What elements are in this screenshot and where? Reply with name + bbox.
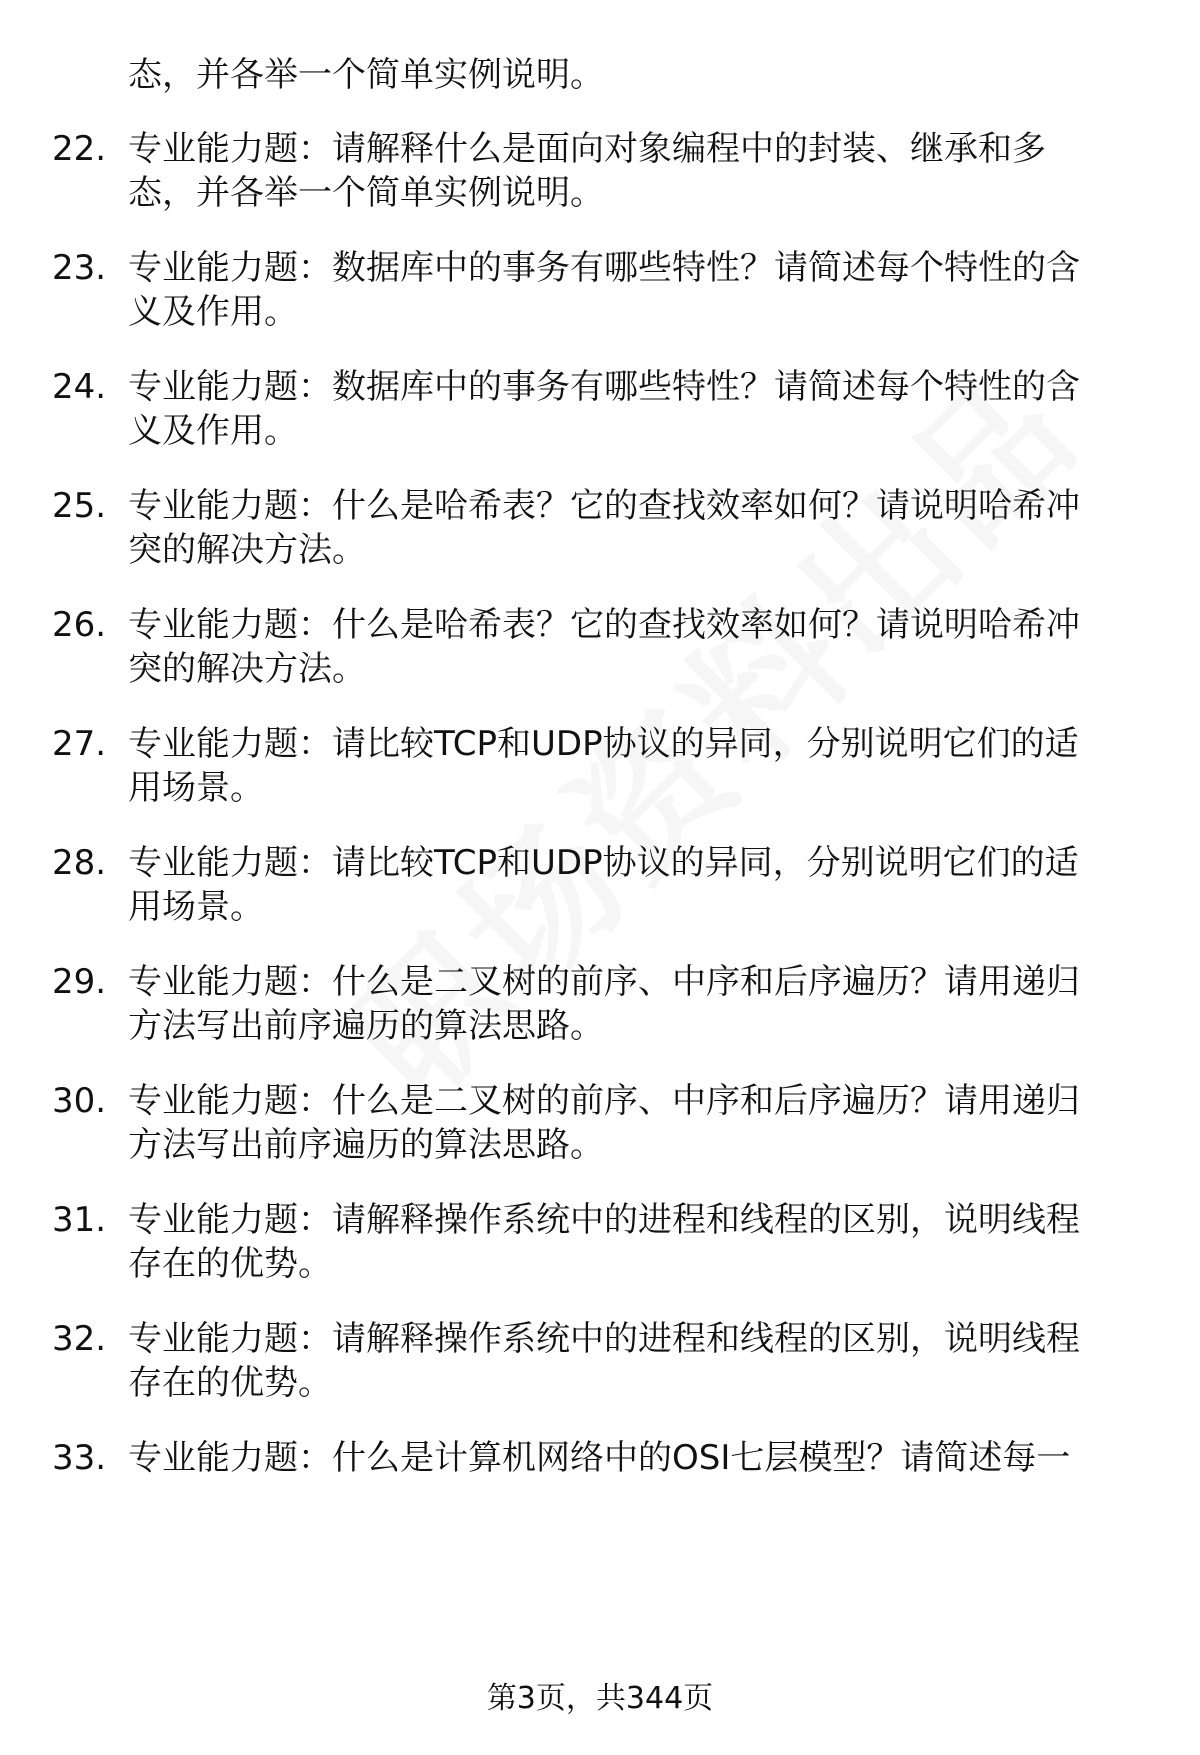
question-text-continued: 用场景。 <box>128 768 264 808</box>
question-number: 28. <box>52 843 107 883</box>
question-text: 专业能力题：数据库中的事务有哪些特性？请简述每个特性的含 <box>128 248 1080 288</box>
question-text: 专业能力题：什么是二叉树的前序、中序和后序遍历？请用递归 <box>128 962 1080 1002</box>
question-number: 23. <box>52 248 107 288</box>
question-text: 专业能力题：请解释操作系统中的进程和线程的区别，说明线程 <box>128 1200 1080 1240</box>
question-text-continued: 存在的优势。 <box>128 1244 332 1284</box>
question-number: 22. <box>52 129 107 169</box>
question-text: 专业能力题：请解释什么是面向对象编程中的封装、继承和多 <box>128 129 1046 169</box>
question-number: 32. <box>52 1319 107 1359</box>
question-text: 专业能力题：数据库中的事务有哪些特性？请简述每个特性的含 <box>128 367 1080 407</box>
question-text: 专业能力题：请解释操作系统中的进程和线程的区别，说明线程 <box>128 1319 1080 1359</box>
question-text: 专业能力题：什么是二叉树的前序、中序和后序遍历？请用递归 <box>128 1081 1080 1121</box>
question-number: 26. <box>52 605 107 645</box>
question-number: 33. <box>52 1438 107 1478</box>
page-footer: 第3页，共344页 <box>486 1681 714 1716</box>
question-text: 专业能力题：什么是计算机网络中的OSI七层模型？请简述每一 <box>128 1438 1071 1478</box>
question-number: 31. <box>52 1200 107 1240</box>
question-number: 29. <box>52 962 107 1002</box>
question-text: 专业能力题：什么是哈希表？它的查找效率如何？请说明哈希冲 <box>128 486 1080 526</box>
question-text-continued: 突的解决方法。 <box>128 649 366 689</box>
question-text-continued: 存在的优势。 <box>128 1363 332 1403</box>
question-number: 30. <box>52 1081 107 1121</box>
question-text-continued: 义及作用。 <box>128 292 298 332</box>
question-number: 27. <box>52 724 107 764</box>
question-number: 25. <box>52 486 107 526</box>
question-text: 专业能力题：请比较TCP和UDP协议的异同，分别说明它们的适 <box>128 843 1079 883</box>
question-text: 专业能力题：请比较TCP和UDP协议的异同，分别说明它们的适 <box>128 724 1079 764</box>
line-text: 态，并各举一个简单实例说明。 <box>128 55 604 95</box>
question-text-continued: 方法写出前序遍历的算法思路。 <box>128 1006 604 1046</box>
question-text-continued: 突的解决方法。 <box>128 530 366 570</box>
question-text-continued: 态，并各举一个简单实例说明。 <box>128 173 604 213</box>
question-number: 24. <box>52 367 107 407</box>
question-text-continued: 义及作用。 <box>128 411 298 451</box>
question-text-continued: 方法写出前序遍历的算法思路。 <box>128 1125 604 1165</box>
question-text-continued: 用场景。 <box>128 887 264 927</box>
question-text: 专业能力题：什么是哈希表？它的查找效率如何？请说明哈希冲 <box>128 605 1080 645</box>
